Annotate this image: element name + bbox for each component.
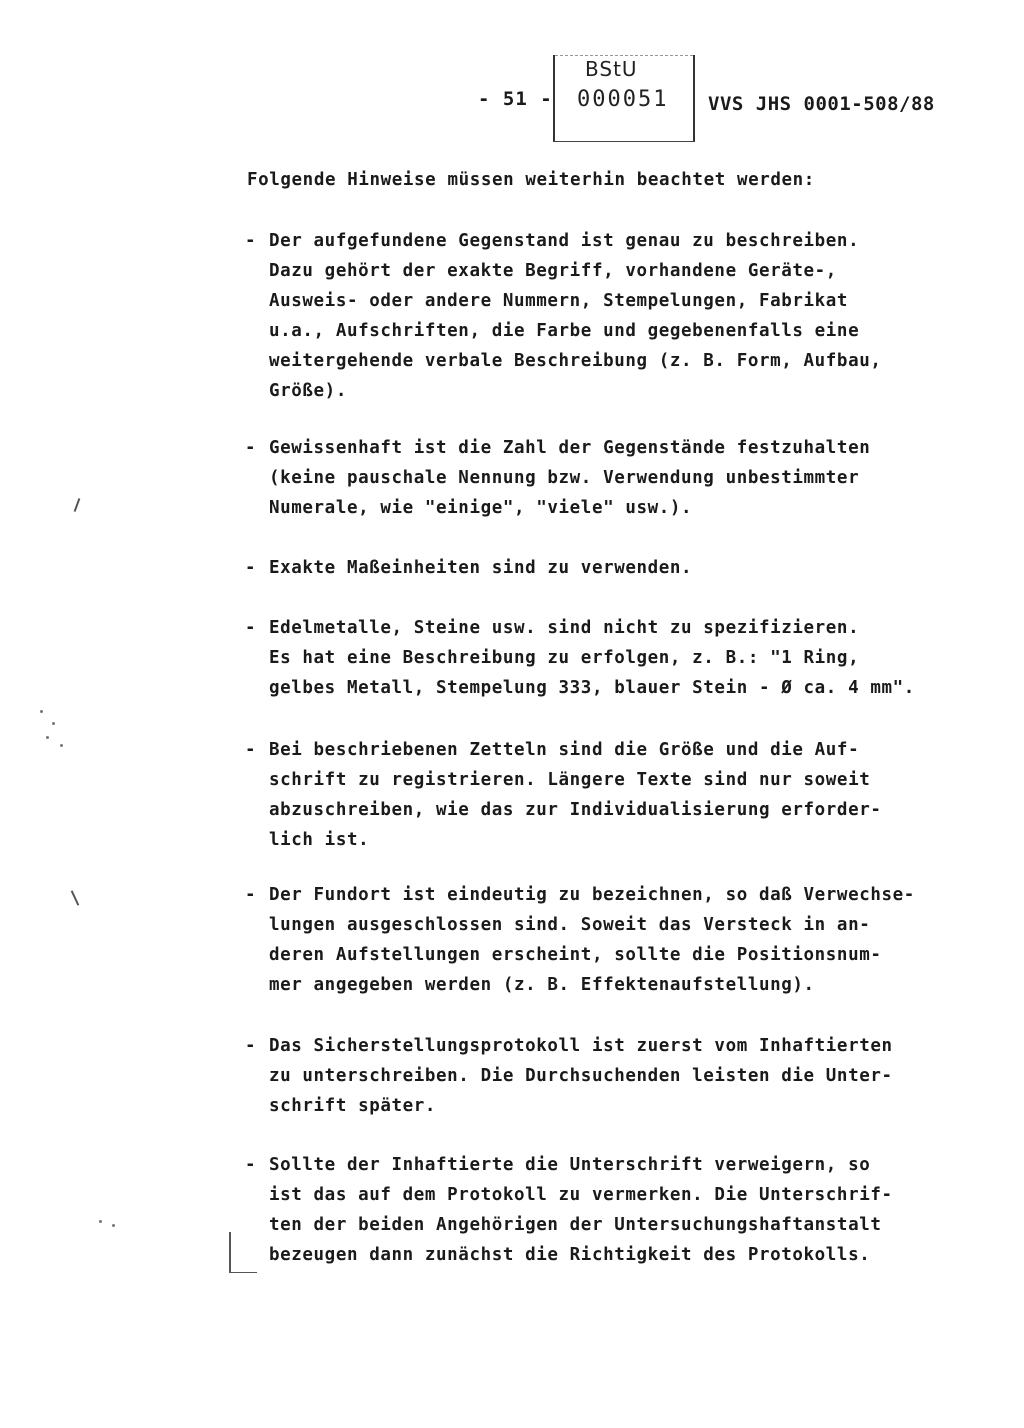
scan-speck — [46, 736, 49, 739]
bullet-dash: - — [245, 558, 257, 578]
text-line: Exakte Maßeinheiten sind zu verwenden. — [269, 558, 693, 578]
text-line: deren Aufstellungen erscheint, sollte die Positionsnum- — [269, 945, 882, 965]
text-line: weitergehende verbale Beschreibung (z. B. Form, Aufbau, — [269, 351, 882, 371]
bullet-text — [269, 1150, 989, 1270]
bullet-dash: - — [245, 1155, 257, 1175]
margin-mark — [229, 1272, 257, 1273]
text-line: Edelmetalle, Steine usw. sind nicht zu spezifizieren. — [269, 618, 860, 638]
bullet-text — [269, 433, 989, 523]
text-line: bezeugen dann zunächst die Richtigkeit des Protokolls. — [269, 1245, 871, 1265]
bullet-text — [269, 1031, 989, 1121]
bullet-text — [269, 880, 989, 1000]
text-line: abzuschreiben, wie das zur Individualisierung erforder- — [269, 800, 882, 820]
text-line: Der Fundort ist eindeutig zu bezeichnen, so daß Verwechse- — [269, 885, 915, 905]
text-line: Sollte der Inhaftierte die Unterschrift verweigern, so — [269, 1155, 871, 1175]
bullet-text — [269, 226, 989, 406]
text-line: Numerale, wie "einige", "viele" usw.). — [269, 498, 693, 518]
text-line: ist das auf dem Protokoll zu vermerken. Die Unterschrif- — [269, 1185, 893, 1205]
intro-text: Folgende Hinweise müssen weiterhin beachtet werden: — [247, 170, 815, 190]
scan-speck — [60, 744, 63, 747]
margin-mark — [229, 1232, 231, 1272]
text-line: Es hat eine Beschreibung zu erfolgen, z. B.: "1 Ring, — [269, 648, 860, 668]
text-line: Das Sicherstellungsprotokoll ist zuerst vom Inhaftierten — [269, 1036, 893, 1056]
text-line: Dazu gehört der exakte Begriff, vorhandene Geräte-, — [269, 261, 837, 281]
text-line: schrift später. — [269, 1096, 437, 1116]
text-line: gelbes Metall, Stempelung 333, blauer Stein - Ø ca. 4 mm". — [269, 678, 915, 698]
archive-stamp — [553, 55, 695, 142]
text-line: mer angegeben werden (z. B. Effektenaufstellung). — [269, 975, 815, 995]
stamp-label: BStU — [585, 57, 638, 81]
text-line: lungen ausgeschlossen sind. Soweit das Versteck in an- — [269, 915, 871, 935]
text-line: Größe). — [269, 381, 347, 401]
text-line: lich ist. — [269, 830, 370, 850]
bullet-text — [269, 735, 989, 855]
stamp-number: 000051 — [577, 87, 669, 112]
document-reference: VVS JHS 0001-508/88 — [708, 93, 935, 115]
text-line: zu unterschreiben. Die Durchsuchenden leisten die Unter- — [269, 1066, 893, 1086]
text-line: u.a., Aufschriften, die Farbe und gegebenenfalls eine — [269, 321, 860, 341]
bullet-dash: - — [245, 438, 257, 458]
scan-speck — [52, 722, 55, 725]
text-line: Der aufgefundene Gegenstand ist genau zu beschreiben. — [269, 231, 860, 251]
text-line: Gewissenhaft ist die Zahl der Gegenstände festzuhalten — [269, 438, 871, 458]
bullet-dash: - — [245, 740, 257, 760]
text-line: Bei beschriebenen Zetteln sind die Größe und die Auf- — [269, 740, 860, 760]
page-number: - 51 - — [478, 88, 553, 110]
bullet-text — [269, 553, 989, 583]
text-line: schrift zu registrieren. Längere Texte sind nur soweit — [269, 770, 871, 790]
bullet-text — [269, 613, 989, 703]
bullet-dash: - — [245, 618, 257, 638]
margin-mark — [74, 498, 81, 512]
bullet-dash: - — [245, 231, 257, 251]
bullet-dash: - — [245, 885, 257, 905]
scan-speck — [40, 710, 43, 713]
scan-speck — [112, 1224, 115, 1227]
margin-mark — [71, 890, 80, 905]
text-line: Ausweis- oder andere Nummern, Stempelungen, Fabrikat — [269, 291, 849, 311]
text-line: (keine pauschale Nennung bzw. Verwendung unbestimmter — [269, 468, 860, 488]
scan-speck — [99, 1220, 102, 1223]
text-line: ten der beiden Angehörigen der Untersuchungshaftanstalt — [269, 1215, 882, 1235]
bullet-dash: - — [245, 1036, 257, 1056]
